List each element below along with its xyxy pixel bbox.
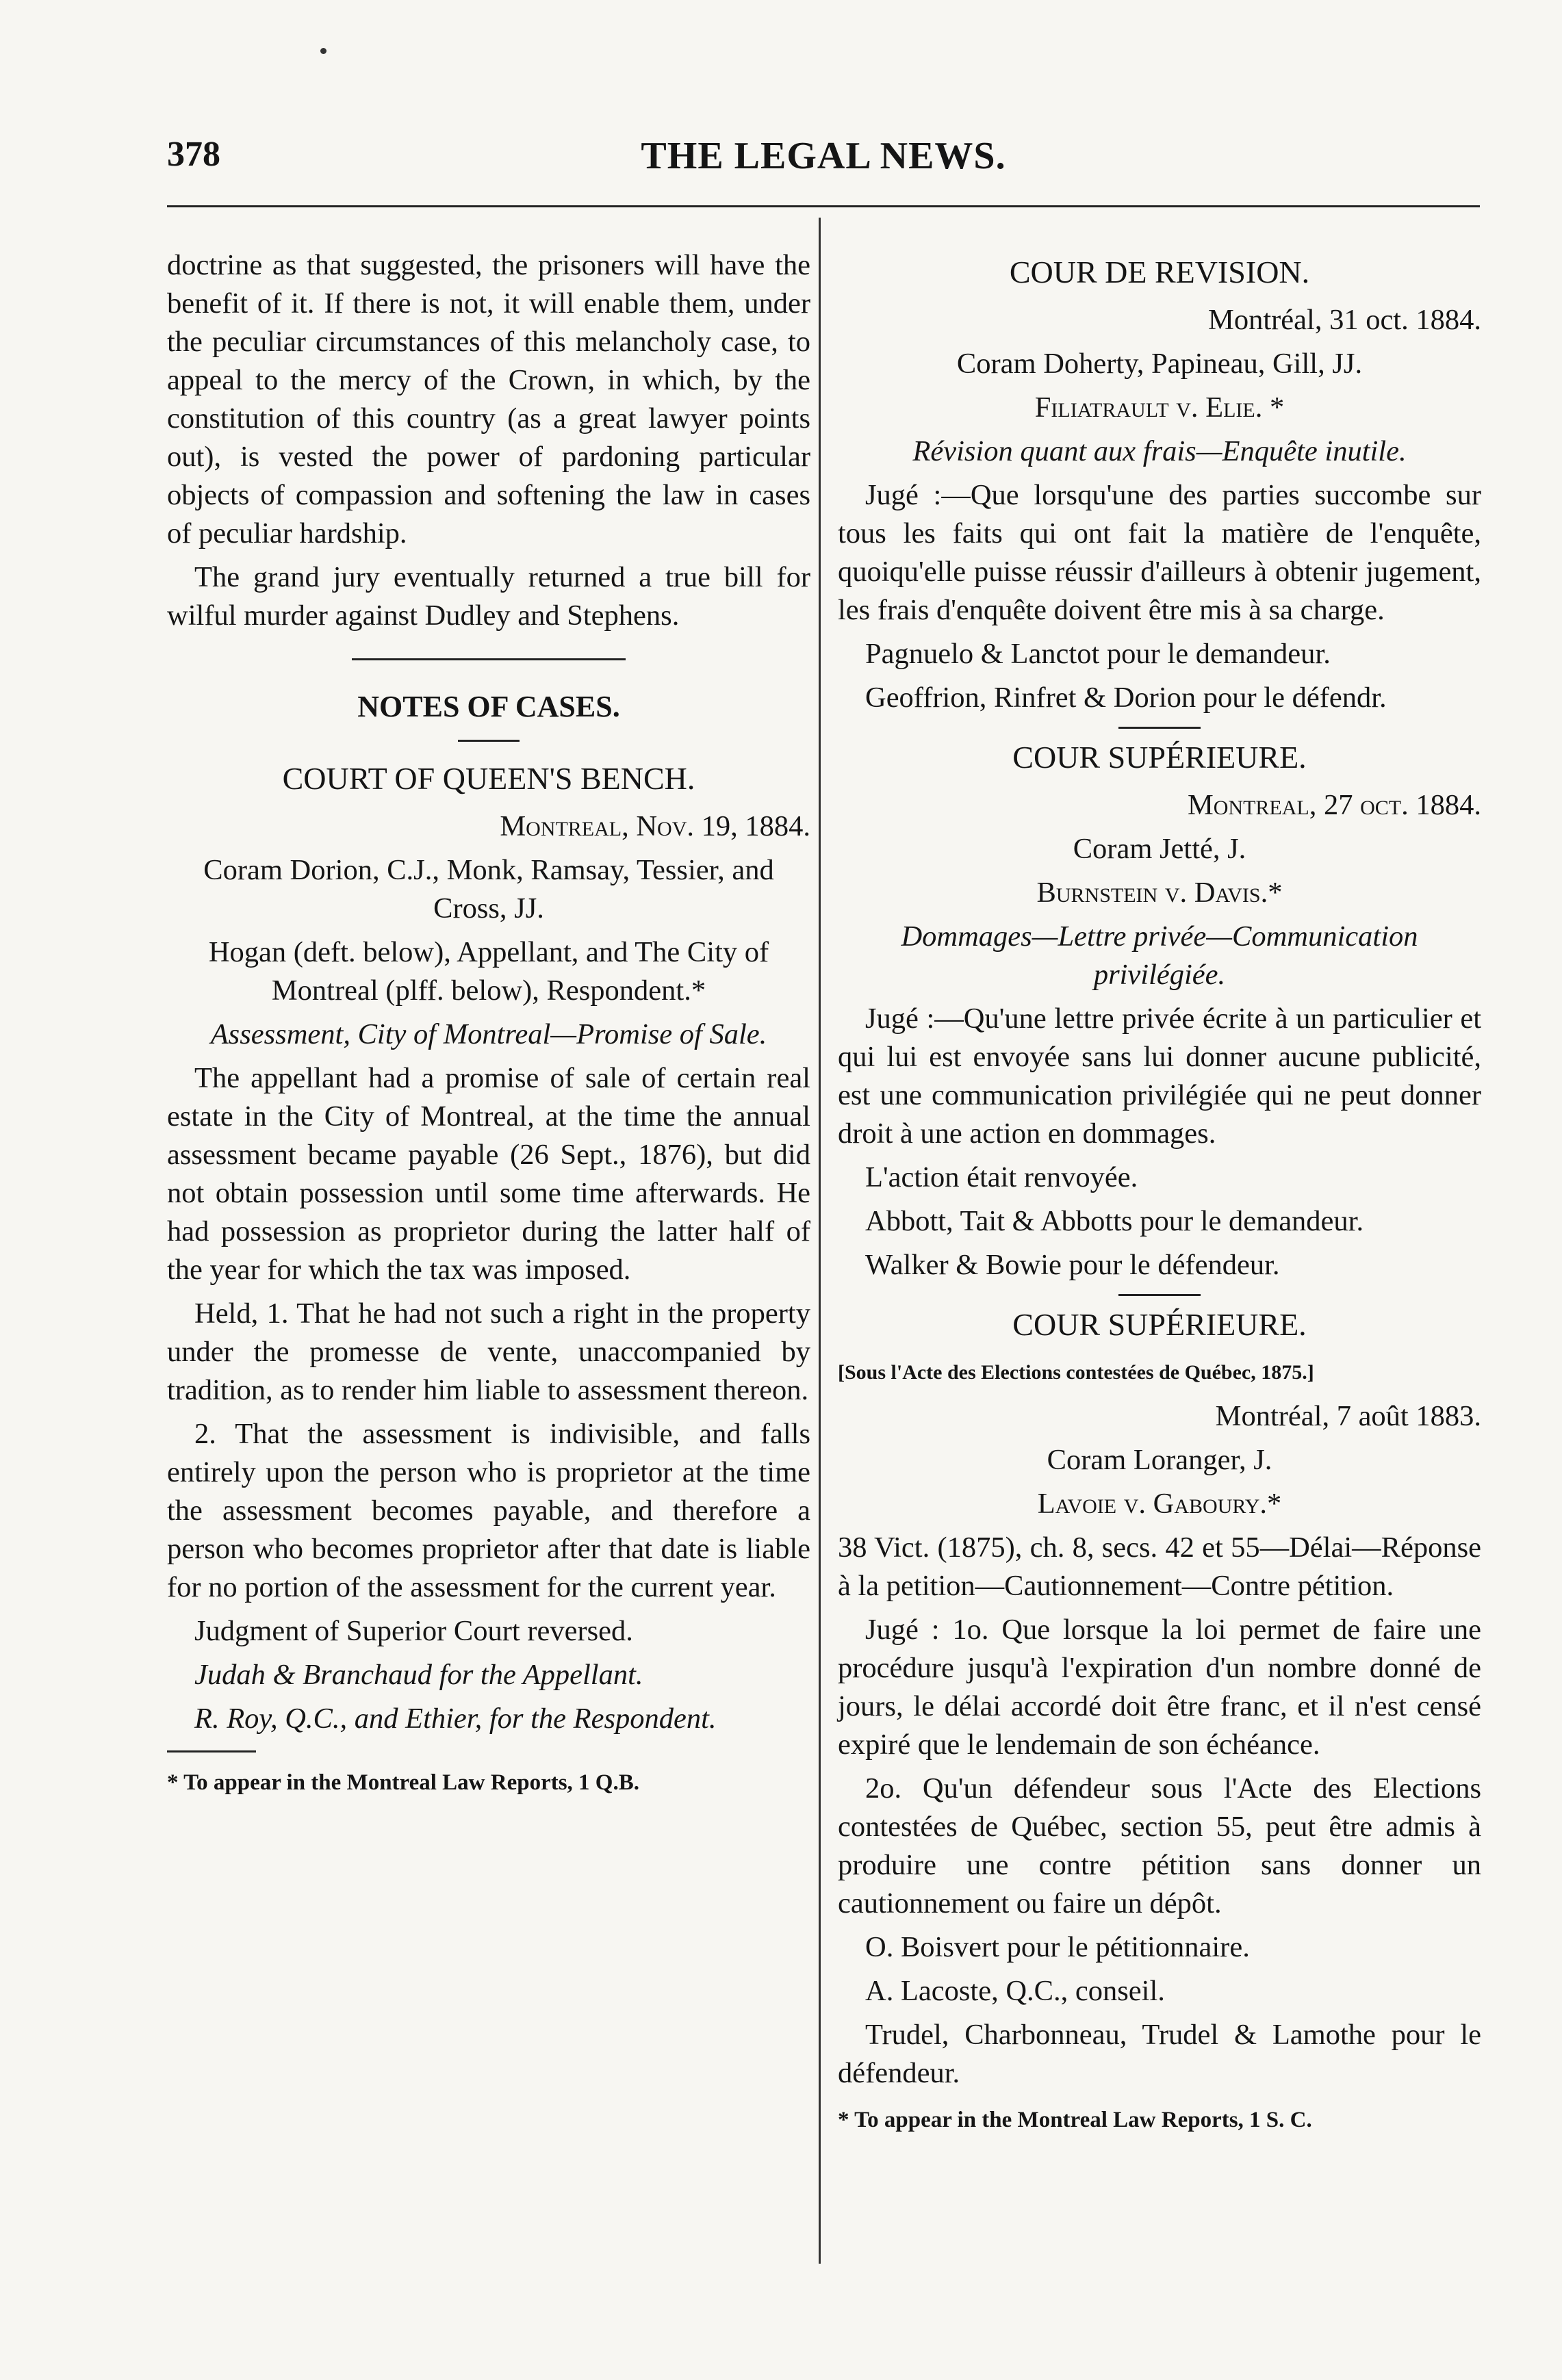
case2-place-date: Montreal, 27 oct. 1884. (1187, 789, 1481, 821)
footnote-left: * To appear in the Montreal Law Reports, 1 Q.B. (167, 1770, 639, 1795)
footnote-rule (167, 1750, 256, 1752)
short-rule (458, 740, 520, 742)
case2-parties: Burnstein v. Davis.* (1036, 877, 1283, 909)
paragraph-grand-jury: The grand jury eventually returned a true bill for wilful murder against Dudley and Stephens. (167, 561, 810, 632)
case2-juge: Jugé :—Qu'une lettre privée écrite à un particulier et qui lui est envoyée sans lui donner aucune publicité, est une communication privilégiée qui ne peut donner droit à une action en dommages. (838, 1003, 1481, 1150)
counsel-respondent: R. Roy, Q.C., and Ethier, for the Respondent. (194, 1703, 717, 1735)
case3-statute: 38 Vict. (1875), ch. 8, secs. 42 et 55—Délai—Réponse à la petition—Cautionnement—Contre pétition. (838, 1531, 1481, 1602)
case1-coram: Coram Doherty, Papineau, Gill, JJ. (956, 348, 1363, 380)
section-rule (352, 658, 626, 660)
case1-juge: Jugé :—Que lorsqu'une des parties succombe sur tous les faits qui ont fait la matière de l'enquête, quoiqu'elle puisse réussir d'ailleurs à obtenir jugement, les frais d'enquête doivent être mis à sa charge. (838, 479, 1481, 626)
paragraph-continuation: doctrine as that suggested, the prisoners will have the benefit of it. If there is not, it will enable them, under the peculiar circumstances of this melancholy case, to appeal to the mercy of the Crown, in which, by the constitution of this country (as a great lawyer points out), is vested the power of pardoning particular objects of compassion and softening the law in cases of peculiar hardship. (167, 249, 810, 549)
case3-juge-2: 2o. Qu'un défendeur sous l'Acte des Elections contestées de Québec, section 55, peut être admis à produire une contre pétition sans donner un cautionnement ou faire un dépôt. (838, 1772, 1481, 1919)
facts-paragraph: The appellant had a promise of sale of certain real estate in the City of Montreal, at the time the annual assessment became payable (26 Sept., 1876), but did not obtain possession until some time afterwards. He had possession as proprietor during the latter half of the year for which the tax was imposed. (167, 1062, 810, 1286)
case3-parties: Lavoie v. Gaboury.* (1037, 1488, 1282, 1520)
parties: Hogan (deft. below), Appellant, and The City of Montreal (plff. below), Respondent.* (208, 936, 769, 1007)
case3-counsel-1: O. Boisvert pour le pétitionnaire. (865, 1931, 1250, 1963)
case1-place-date: Montréal, 31 oct. 1884. (1208, 304, 1481, 336)
column-divider (819, 218, 821, 2264)
case2-subject: Dommages—Lettre privée—Communication privilégiée. (901, 920, 1418, 991)
running-title: THE LEGAL NEWS. (641, 135, 1006, 177)
case1-counsel-1: Pagnuelo & Lanctot pour le demandeur. (865, 638, 1331, 670)
case1-counsel-2: Geoffrion, Rinfret & Dorion pour le défendr. (865, 682, 1387, 714)
case3-note: [Sous l'Acte des Elections contestées de Québec, 1875.] (838, 1361, 1314, 1384)
case2-result: L'action était renvoyée. (865, 1161, 1138, 1193)
case3-counsel-3: Trudel, Charbonneau, Trudel & Lamothe pour le défendeur. (838, 2019, 1481, 2089)
counsel-appellant: Judah & Branchaud for the Appellant. (194, 1659, 643, 1691)
case3-coram: Coram Loranger, J. (1047, 1444, 1272, 1476)
place-date: Montreal, Nov. 19, 1884. (500, 810, 810, 842)
case1-subject: Révision quant aux frais—Enquête inutile. (912, 435, 1407, 467)
case2-counsel-1: Abbott, Tait & Abbotts pour le demandeur. (865, 1205, 1364, 1237)
notes-heading: NOTES OF CASES. (357, 690, 620, 723)
judgment-line: Judgment of Superior Court reversed. (194, 1615, 633, 1647)
footnote-right: * To appear in the Montreal Law Reports, 1 S. C. (838, 2108, 1312, 2132)
court-heading: COURT OF QUEEN'S BENCH. (282, 761, 695, 796)
coram: Coram Dorion, C.J., Monk, Ramsay, Tessier, and Cross, JJ. (203, 854, 774, 924)
subject-line: Assessment, City of Montreal—Promise of Sale. (210, 1018, 767, 1050)
header-rule (167, 205, 1480, 207)
left-column (167, 246, 810, 1798)
case3-counsel-2: A. Lacoste, Q.C., conseil. (865, 1975, 1165, 2007)
case2-heading: COUR SUPÉRIEURE. (1012, 740, 1307, 775)
case3-juge-1: Jugé : 1o. Que lorsque la loi permet de faire une procédure jusqu'à l'expiration d'un nombre donné de jours, le délai accordé doit être franc, et il n'est censé expiré que le lendemain de son échéance. (838, 1614, 1481, 1761)
case2-coram: Coram Jetté, J. (1073, 833, 1246, 865)
separator-rule-2 (1118, 1294, 1201, 1296)
separator-rule-1 (1118, 727, 1201, 729)
held-paragraph-2: 2. That the assessment is indivisible, and falls entirely upon the person who is proprietor at the time the assessment becomes payable, and therefore a person who becomes proprietor after that date is liable for no portion of the assessment for the current year. (167, 1418, 810, 1603)
page-number: 378 (167, 135, 220, 174)
case1-heading: COUR DE REVISION. (1009, 255, 1310, 289)
case3-place-date: Montréal, 7 août 1883. (1215, 1400, 1481, 1432)
ink-speck (320, 48, 327, 54)
case1-parties: Filiatrault v. Elie. * (1034, 391, 1285, 424)
held-paragraph-1: Held, 1. That he had not such a right in the property under the promesse de vente, unaccompanied by tradition, as to render him liable to assessment thereon. (167, 1297, 810, 1406)
case3-heading: COUR SUPÉRIEURE. (1012, 1307, 1307, 1342)
right-column (838, 246, 1481, 2135)
case2-counsel-2: Walker & Bowie pour le défendeur. (865, 1249, 1280, 1281)
page-header (167, 134, 1480, 196)
